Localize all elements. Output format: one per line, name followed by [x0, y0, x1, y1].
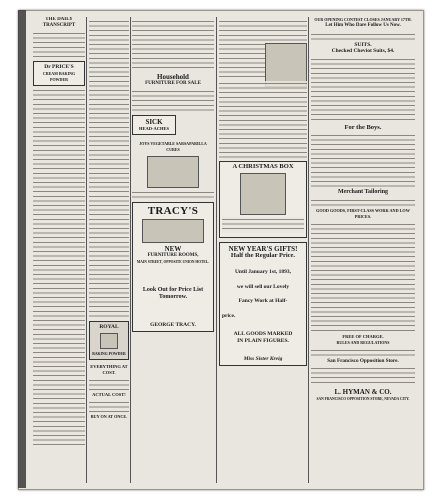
article-text: [89, 378, 129, 390]
column-3: [132, 17, 214, 483]
article-text: [311, 366, 415, 386]
price-list: [311, 57, 415, 123]
ad-title: TRACY'S: [147, 205, 199, 217]
good-goods: GOOD GOODS, FIRST-CLASS WORK AND LOW PRICES.: [316, 207, 410, 219]
article-text: [89, 19, 129, 319]
article-text: [311, 32, 415, 40]
article-text: [222, 217, 304, 233]
ad-title: A CHRISTMAS BOX: [232, 163, 294, 170]
sf-opposition-store: San Francisco Opposition Store.: [327, 357, 399, 364]
price-word: price.: [222, 312, 236, 319]
article-text: [132, 190, 214, 198]
ad-title: Dr PRICE'S: [44, 64, 74, 70]
fancy-line: Fancy Work at Half-: [238, 298, 288, 304]
suits-heading: SUITS.: [354, 41, 372, 48]
furniture-rooms: FURNITURE ROOMS,: [147, 253, 199, 258]
article-text: [33, 31, 85, 59]
christmas-box-ad: [219, 161, 307, 238]
illustration-image: [147, 156, 199, 188]
masthead: THE DAILY TRANSCRIPT: [42, 17, 76, 28]
signature: GEORGE TRACY.: [150, 322, 196, 328]
column-5: [311, 17, 415, 483]
actual-cost: ACTUAL COST!: [92, 391, 126, 397]
baking-can-icon: [100, 333, 118, 349]
binding-edge: [18, 10, 26, 488]
sick-headaches-ad: [132, 115, 176, 135]
article-text: [311, 198, 415, 206]
ad-title: ROYAL: [99, 324, 119, 330]
article-text: [132, 19, 214, 71]
for-boys: For the Boys.: [344, 123, 382, 131]
cures-label: CURES: [166, 147, 180, 152]
article-text: [219, 81, 307, 159]
let-him-headline: Let Him Who Dare Follow Us Now.: [325, 23, 401, 28]
column-1: [33, 17, 85, 483]
look-out-text: Look Out for Price List Tomorrow.: [142, 287, 204, 300]
column-rule: [308, 17, 309, 483]
buy-now: BUY ON AT ONCE.: [90, 413, 128, 419]
merchant-tailoring: Merchant Tailoring: [337, 189, 389, 195]
column-rule: [216, 17, 217, 483]
clock-illustration: [240, 173, 286, 215]
half-price: Half the Regular Price.: [230, 251, 296, 259]
column-2: [89, 17, 129, 483]
column-4: [219, 17, 307, 483]
ad-subtitle: HEAD-ACHES: [138, 126, 169, 131]
all-goods-marked: ALL GOODS MARKED: [233, 331, 293, 337]
article-text: [89, 400, 129, 412]
article-text: [33, 88, 85, 448]
household-title: Household: [157, 73, 189, 81]
rules-regulations: RULES AND REGULATIONS: [336, 339, 390, 345]
ad-title: NEW YEAR'S GIFTS!: [228, 244, 298, 253]
hyman-title: L. HYMAN & CO.: [334, 388, 392, 396]
article-text: [311, 133, 415, 187]
until-date: Until January 1st, 1893,: [234, 269, 292, 275]
ad-title: SICK: [145, 118, 163, 126]
newspaper-page: [18, 10, 424, 490]
free-of-charge: FREE OF CHARGE.: [342, 333, 384, 339]
checked-cheviot: Checked Cheviot Suits, $4.: [331, 48, 395, 54]
column-rule: [130, 17, 131, 483]
hyman-subtitle: SAN FRANCISCO OPPOSITION STORE, NEVADA CITY.: [316, 397, 410, 401]
new-label: NEW: [164, 245, 182, 253]
column-rule: [86, 17, 87, 483]
new-years-gifts-ad: [219, 242, 307, 366]
sell-line: we will sell our Lovely: [236, 283, 290, 290]
top-line: OUR OPENING CONTEST CLOSES JANUARY 17TH.: [314, 17, 412, 22]
plain-figures: IN PLAIN FIGURES.: [237, 337, 289, 344]
tracy-furniture-ad: [132, 202, 214, 332]
ad-subtitle: CREAM BAKING POWDER: [42, 70, 76, 82]
article-text: [311, 222, 415, 332]
signature: Miss Sister Kreig: [243, 356, 283, 362]
price-baking-powder-ad: [33, 61, 85, 86]
everything-at-cost: EVERYTHING AT COST.: [90, 363, 128, 375]
store-address: MAIN STREET, OPPOSITE UNION HOTEL.: [136, 260, 210, 264]
article-text: [132, 89, 214, 111]
royal-baking-powder-ad: [89, 321, 129, 360]
ad-subtitle: BAKING POWDER: [92, 351, 126, 356]
joys-ad-title: JOYS VEGETABLE SARSAPARILLA: [139, 141, 207, 146]
household-subtitle: FURNITURE FOR SALE: [145, 81, 201, 86]
furniture-illustration: [142, 219, 204, 243]
article-text: [311, 348, 415, 356]
